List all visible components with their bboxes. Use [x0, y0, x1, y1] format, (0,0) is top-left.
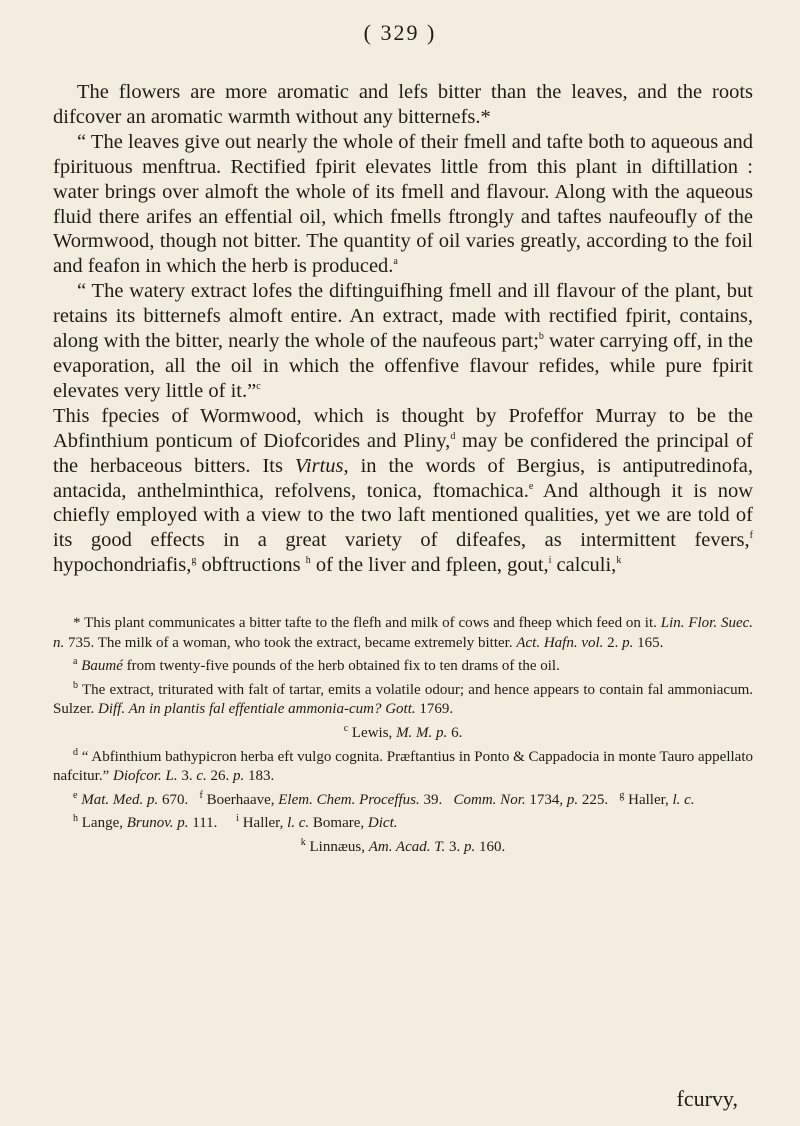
paragraph-extract-quote [53, 279, 753, 404]
footnote-ref-a[interactable]: a [393, 256, 398, 268]
footnote-text: 39. [419, 791, 443, 808]
footnote-symbol: k [300, 836, 306, 848]
footnote-citation: Elem. Chem. Proceffus. [278, 791, 420, 808]
footnote-text: from twenty-five pounds of the herb obtained fix to ten drams of the oil. [122, 658, 560, 675]
virtus-term: Virtus [294, 454, 344, 477]
footnote-symbol: i [236, 813, 239, 825]
footnote-citation: Brunov. p. [126, 815, 189, 832]
footnote-symbol: c [343, 722, 349, 734]
footnote-citation: M. M. p. [396, 724, 448, 741]
footnote-ref-i[interactable]: i [548, 555, 552, 567]
footnote-symbol: g [619, 789, 625, 801]
footnote-text: 111. [188, 815, 218, 832]
footnote-citation: p. [566, 791, 579, 808]
footnote-ref-f[interactable]: f [749, 530, 753, 542]
footnote-b [53, 681, 753, 720]
footnote-citation: p. [622, 634, 634, 651]
footnote-text: 6. [447, 724, 463, 741]
paragraph-text: hypochondriafis, [53, 554, 192, 577]
footnote-d [53, 748, 753, 787]
footnote-citation: l. c. [287, 815, 310, 832]
paragraph-text: This fpecies of Wormwood, which is thought by Profeffor Murray to be the Abfinthium ponticum of Diofcorides and Pliny, [53, 404, 753, 452]
footnote-text: 670. [158, 791, 189, 808]
paragraph-text: obftructions [196, 554, 306, 577]
footnote-citation: Diff. An in plantis fal effentiale ammonia-cum? [98, 701, 382, 718]
paragraph-text: “ The watery extract lofes the diftinguifhing fmell and ill flavour of the plant, but retains its bitternefs almoft entire. An extract, made with rectified fpirit, contains, along with the bitter, nearly the whole of the naufeous part; [53, 280, 753, 353]
footnote-text: 3. [445, 838, 464, 855]
paragraph-text: And although it is now chiefly employed with a view to the two laft mentioned qualities, yet we are told of its good effects in a great variety of difeafes, as intermittent fevers, [53, 479, 753, 552]
footnote-symbol: b [73, 679, 78, 691]
footnote-ref-k[interactable]: k [616, 555, 622, 567]
footnote-text: This plant communicates a bitter tafte to the flefh and milk of cows and fheep which feed on it. [84, 615, 657, 631]
footnote-ref-c[interactable]: c [256, 381, 261, 393]
footnote-text: 3. [177, 768, 197, 785]
footnote-c [53, 724, 753, 744]
paragraph-text: water carrying off, in the evaporation, all the oil in which the offenfive flavour refides, while pure fpirit elevates very little of it.” [53, 330, 754, 402]
footnote-text: 160. [475, 838, 506, 855]
catchword: fcurvy, [676, 1086, 738, 1111]
footnote-citation: Act. Hafn. vol. [516, 634, 604, 651]
paragraph-species [53, 404, 753, 578]
footnote-text: 2. [603, 634, 623, 651]
footnote-ref-e[interactable]: e [528, 480, 534, 492]
footnote-text: 1769. [415, 701, 454, 718]
paragraph-text: “ The leaves give out nearly the whole of their fmell and tafte both to aqueous and fpirituous menftrua. Rectified fpirit elevates little from this plant in diftillation : water brings over almoft the whole of its fmell and flavour. Along with the aqueous fluid there arifes an effential oil, which fmells ftrongly and taftes naufeoufly of the Wormwood, though not bitter. The quantity of oil varies greatly, according to the foil and feafon in which the herb is produced. [53, 130, 753, 278]
footnote-symbol: h [73, 813, 78, 825]
footnote-text: Haller, [242, 815, 284, 832]
paragraph-text: calculi, [551, 554, 617, 577]
footnote-symbol: * [73, 615, 81, 631]
footnote-text: Lange, [81, 815, 123, 832]
paragraph-text: , in the words of Bergius, is antiputredinofa, antacida, anthelminthica, refolvens, tonica, ftomachica. [53, 454, 754, 502]
footnote-citation: p. [463, 838, 476, 855]
paragraph-text: may be confidered the principal of the herbaceous bitters. Its [53, 429, 753, 477]
footnote-text: Boerhaave, [206, 791, 275, 808]
paragraph-flowers [53, 80, 753, 130]
footnote-text: 26. [206, 768, 233, 785]
footnote-star [53, 614, 753, 653]
footnote-text: 1734, [525, 791, 564, 808]
paragraph-text: The flowers are more aromatic and lefs bitter than the leaves, and the roots difcover an aromatic warmth without any bitternefs.* [53, 81, 753, 128]
footnote-text: Linnæus, [309, 838, 365, 855]
main-text [53, 80, 753, 578]
footnote-citation: Baumé [81, 658, 123, 675]
footnote-k [53, 838, 753, 858]
footnote-text: 735. The milk of a woman, who took the extract, became extremely bitter. [64, 634, 513, 651]
footnote-citation: Dict. [367, 815, 398, 832]
footnote-citation: Mat. Med. p. [81, 791, 159, 808]
footnote-ref-b[interactable]: b [538, 331, 544, 343]
footnote-text: 225. [578, 791, 609, 808]
footnote-citation: Diofcor. L. [112, 768, 178, 785]
footnote-symbol: a [73, 656, 78, 668]
footnote-ref-g[interactable]: g [191, 555, 197, 567]
footnote-citation: Lin. Flor. Suec. n. [53, 615, 754, 651]
footnote-ref-h[interactable]: h [305, 555, 311, 567]
footnote-citation: Gott. [385, 701, 416, 718]
footnote-a [53, 657, 753, 677]
footnote-text: Lewis, [351, 724, 393, 741]
page-number: ( 329 ) [363, 20, 437, 45]
footnote-text: 165. [633, 634, 664, 651]
footnote-h-i [53, 814, 753, 834]
footnotes [53, 614, 753, 862]
footnote-text: The extract, triturated with falt of tartar, emits a volatile odour; and hence appears to contain fal ammoniacum. Sulzer. [53, 681, 753, 718]
paragraph-text: of the liver and fpleen, gout, [310, 554, 549, 577]
footnote-citation: Comm. Nor. [453, 791, 526, 808]
footnote-citation: l. c. [672, 791, 695, 808]
footnote-text: “ Abfinthium bathypicron herba eft vulgo cognita. Præftantius in Ponto & Cappadocia in monte Tauro appellato nafcitur.” [53, 748, 753, 785]
footnote-citation: Am. Acad. T. [368, 838, 446, 855]
footnote-citation: p. [233, 768, 245, 785]
footnote-e-f-g [53, 791, 753, 811]
paragraph-leaves-quote [53, 130, 753, 279]
footnote-ref-d[interactable]: d [450, 430, 456, 442]
footnote-citation: c. [196, 768, 207, 785]
footnote-symbol: f [199, 789, 203, 801]
footnote-text: Haller, [628, 791, 669, 808]
footnote-text: Bomare, [309, 815, 365, 832]
footnote-symbol: d [73, 746, 78, 758]
footnote-text: 183. [244, 768, 275, 785]
footnote-symbol: e [73, 789, 78, 801]
